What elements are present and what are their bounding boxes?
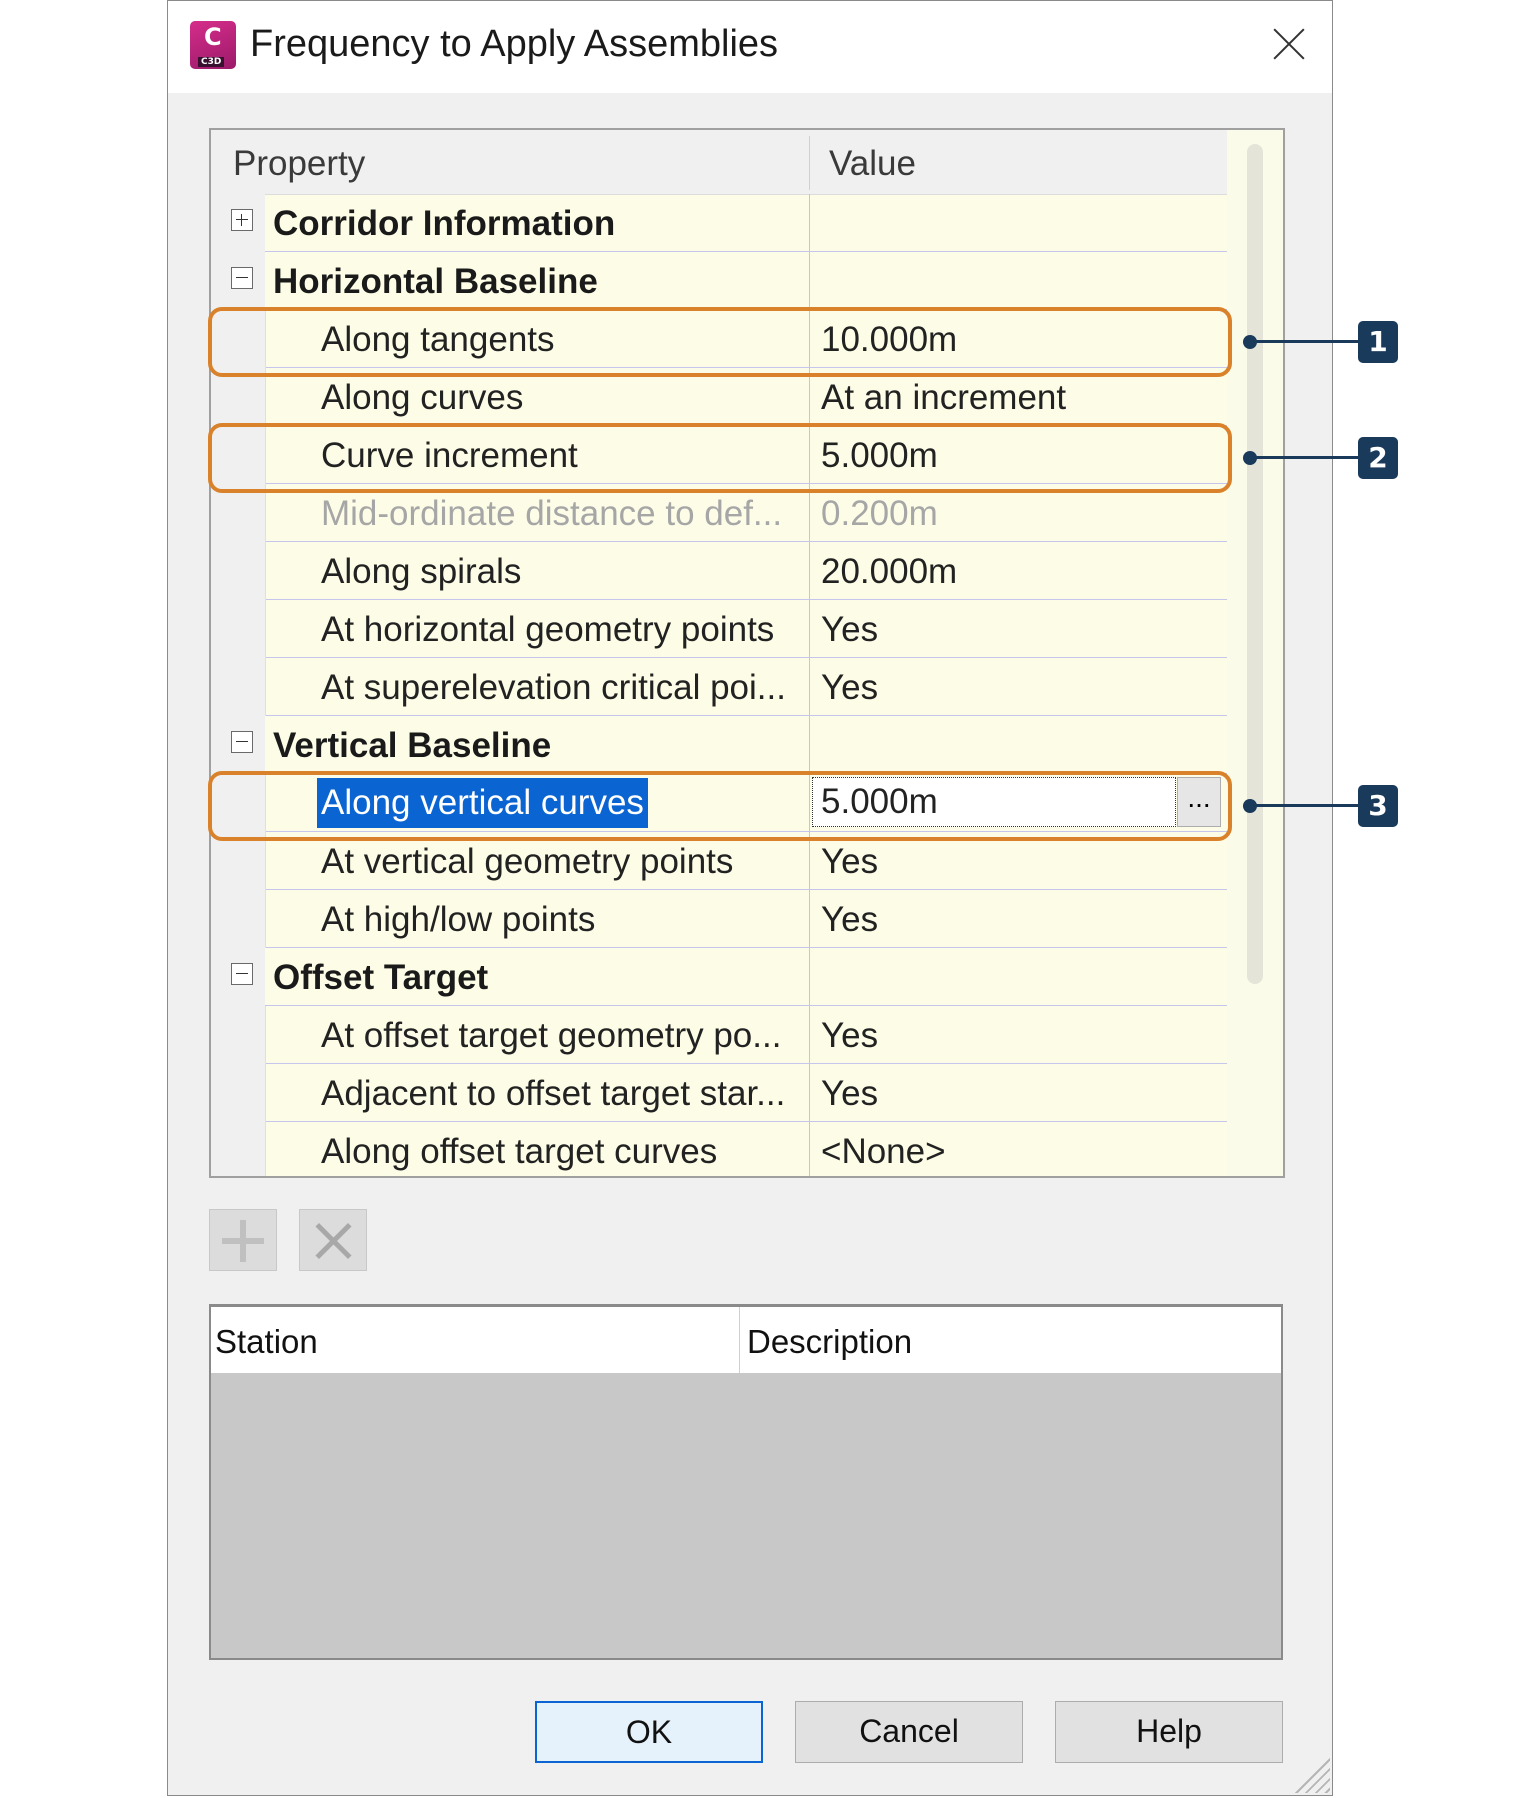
property-value[interactable]: 10.000m	[821, 320, 958, 359]
help-button[interactable]: Help	[1055, 1701, 1283, 1763]
row-indent-divider	[265, 310, 266, 368]
property-label: Along vertical curves	[317, 778, 648, 828]
category-label: Offset Target	[273, 958, 489, 997]
row-gutter	[211, 426, 265, 484]
property-label: Curve increment	[321, 436, 578, 475]
ellipsis-button[interactable]: ...	[1177, 777, 1221, 827]
category-label: Vertical Baseline	[273, 726, 552, 765]
column-divider	[809, 1122, 810, 1178]
row-gutter	[211, 368, 265, 426]
row-indent-divider	[265, 542, 266, 600]
grid-property-row[interactable]	[211, 368, 1227, 426]
grid-property-row[interactable]	[211, 890, 1227, 948]
station-header-divider[interactable]	[739, 1307, 740, 1373]
grid-property-row[interactable]	[211, 1122, 1227, 1178]
grid-property-row[interactable]	[211, 1064, 1227, 1122]
row-indent-divider	[265, 774, 266, 832]
add-station-button[interactable]	[209, 1209, 277, 1271]
grid-property-row[interactable]	[211, 542, 1227, 600]
row-gutter	[211, 1006, 265, 1064]
property-value[interactable]: <None>	[821, 1132, 946, 1171]
property-label: At vertical geometry points	[321, 842, 734, 881]
column-divider	[809, 774, 810, 832]
property-label: Along spirals	[321, 552, 522, 591]
station-table	[209, 1304, 1283, 1660]
column-divider	[809, 658, 810, 716]
row-indent-divider	[265, 1064, 266, 1122]
row-indent-divider	[265, 1006, 266, 1064]
column-divider	[809, 1006, 810, 1064]
app-icon-letter: C	[204, 23, 222, 51]
value-edit-field[interactable]: 5.000m	[812, 777, 1176, 827]
column-header-station[interactable]: Station	[215, 1323, 318, 1360]
value-cell	[810, 716, 1227, 774]
title-bar	[168, 1, 1332, 93]
grid-property-row[interactable]	[211, 600, 1227, 658]
column-divider	[809, 426, 810, 484]
property-value[interactable]: 5.000m	[821, 436, 938, 475]
property-label: At high/low points	[321, 900, 596, 939]
value-cell	[810, 948, 1227, 1006]
row-indent-divider	[265, 426, 266, 484]
property-label: At offset target geometry po...	[321, 1016, 782, 1055]
property-value[interactable]: 0.200m	[821, 494, 938, 533]
grid-category-row[interactable]	[211, 252, 1227, 310]
row-gutter	[211, 1064, 265, 1122]
vertical-scrollbar[interactable]	[1227, 130, 1283, 1176]
row-indent-divider	[265, 890, 266, 948]
callout-badge-2: 2	[1358, 437, 1398, 479]
row-gutter	[211, 484, 265, 542]
civil3d-app-icon	[190, 21, 236, 69]
collapse-minus-icon[interactable]	[231, 267, 253, 289]
row-gutter	[211, 890, 265, 948]
callout-badge-3: 3	[1358, 785, 1398, 827]
property-label: At superelevation critical poi...	[321, 668, 786, 707]
row-indent-divider	[265, 832, 266, 890]
property-value[interactable]: Yes	[821, 610, 879, 649]
grid-property-row[interactable]	[211, 774, 1227, 832]
row-gutter	[211, 600, 265, 658]
column-header-value[interactable]: Value	[829, 144, 916, 183]
resize-grip-icon[interactable]	[1294, 1757, 1330, 1793]
column-divider	[809, 600, 810, 658]
value-cell	[810, 252, 1227, 310]
property-label: At horizontal geometry points	[321, 610, 775, 649]
property-label: Along curves	[321, 378, 524, 417]
grid-category-row[interactable]	[211, 716, 1227, 774]
station-table-header	[211, 1307, 1281, 1373]
column-divider	[809, 948, 810, 1006]
grid-header	[211, 130, 1227, 195]
delete-station-button[interactable]	[299, 1209, 367, 1271]
row-gutter	[211, 774, 265, 832]
column-divider	[809, 252, 810, 310]
property-value[interactable]: Yes	[821, 900, 879, 939]
row-gutter	[211, 542, 265, 600]
collapse-minus-icon[interactable]	[231, 731, 253, 753]
property-label: Mid-ordinate distance to def...	[321, 494, 783, 533]
property-label: Adjacent to offset target star...	[321, 1074, 786, 1113]
grid-property-row[interactable]	[211, 1006, 1227, 1064]
property-value[interactable]: Yes	[821, 1016, 879, 1055]
property-value[interactable]: Yes	[821, 1074, 879, 1113]
column-divider	[809, 542, 810, 600]
category-label: Corridor Information	[273, 204, 616, 243]
row-indent-divider	[265, 600, 266, 658]
property-value[interactable]: Yes	[821, 668, 879, 707]
property-value[interactable]: 20.000m	[821, 552, 958, 591]
property-grid	[209, 128, 1285, 1178]
property-value[interactable]: Yes	[821, 842, 879, 881]
row-gutter	[211, 658, 265, 716]
column-divider	[809, 194, 810, 252]
grid-property-row[interactable]	[211, 832, 1227, 890]
category-label: Horizontal Baseline	[273, 262, 598, 301]
row-gutter	[211, 310, 265, 368]
column-divider	[809, 716, 810, 774]
property-value[interactable]: At an increment	[821, 378, 1067, 417]
expand-plus-icon[interactable]	[231, 209, 253, 231]
window-title: Frequency to Apply Assemblies	[250, 23, 779, 65]
column-divider	[809, 484, 810, 542]
close-icon[interactable]	[1264, 19, 1314, 69]
row-indent-divider	[265, 368, 266, 426]
row-indent-divider	[265, 658, 266, 716]
row-gutter	[211, 832, 265, 890]
ok-button[interactable]: OK	[535, 1701, 763, 1763]
app-icon-sub: C3D	[198, 57, 224, 67]
grid-category-row[interactable]	[211, 948, 1227, 1006]
callout-line-3	[1250, 804, 1358, 807]
header-divider[interactable]	[809, 136, 810, 190]
grid-property-row[interactable]	[211, 310, 1227, 368]
column-divider	[809, 890, 810, 948]
column-divider	[809, 368, 810, 426]
row-gutter	[211, 1122, 265, 1178]
row-indent-divider	[265, 1122, 266, 1178]
property-label: Along tangents	[321, 320, 555, 359]
property-label: Along offset target curves	[321, 1132, 718, 1171]
collapse-minus-icon[interactable]	[231, 963, 253, 985]
callout-line-1	[1250, 340, 1358, 343]
column-divider	[809, 310, 810, 368]
column-divider	[809, 832, 810, 890]
column-divider	[809, 1064, 810, 1122]
cancel-button[interactable]: Cancel	[795, 1701, 1023, 1763]
column-header-description[interactable]: Description	[747, 1323, 913, 1360]
grid-property-row[interactable]	[211, 426, 1227, 484]
callout-badge-1: 1	[1358, 321, 1398, 363]
grid-property-row[interactable]	[211, 484, 1227, 542]
row-indent-divider	[265, 484, 266, 542]
grid-property-row[interactable]	[211, 658, 1227, 716]
scrollbar-thumb[interactable]	[1247, 144, 1263, 984]
dialog-window	[167, 0, 1333, 1796]
column-header-property[interactable]: Property	[233, 144, 366, 183]
callout-line-2	[1250, 456, 1358, 459]
value-cell	[810, 194, 1227, 252]
grid-category-row[interactable]	[211, 194, 1227, 252]
